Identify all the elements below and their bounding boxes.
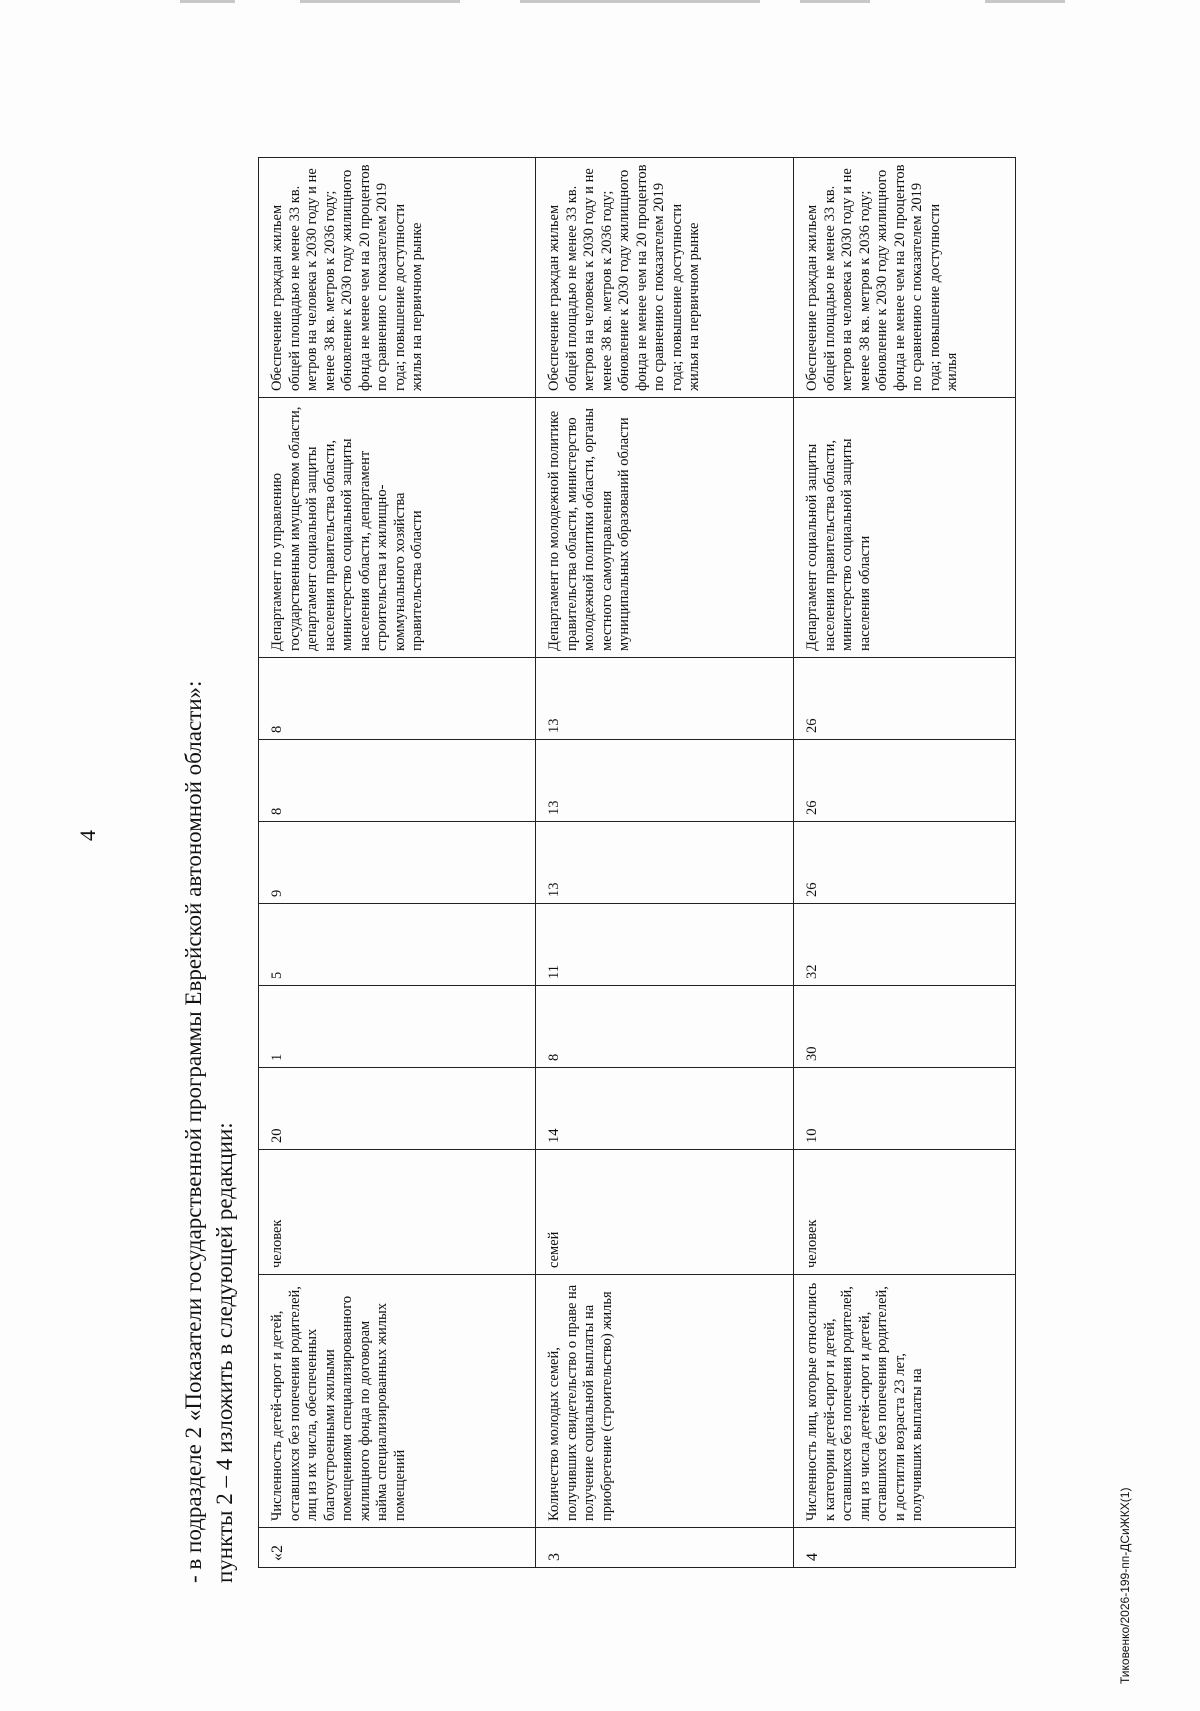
responsible-cell: Департамент социальной защиты населения правительства области, министерство социальной защиты населения области: [794, 398, 1016, 658]
result-cell: Обеспечение граждан жильем общей площадью не менее 33 кв. метров на человека к 2030 году и не менее 38 кв. метров к 2036 году; обновление к 2030 году жилищного фонда не менее чем на 20 процентов по сравнению с показателем 2019 года; повышение доступности жилья: [794, 158, 1016, 398]
result-cell: Обеспечение граждан жильем общей площадью не менее 33 кв. метров на человека к 2030 году и не менее 38 кв. метров к 2036 году; обновление к 2030 году жилищного фонда не менее чем на 20 процентов по сравнению с показателем 2019 года; повышение доступности жилья на первичном рынке: [259, 158, 536, 398]
value-cell: 30: [794, 986, 1016, 1068]
value-cell: 26: [794, 822, 1016, 904]
row-number: «2: [259, 1528, 536, 1568]
value-cell: 8: [259, 658, 536, 740]
unit-cell: человек: [794, 1150, 1016, 1275]
unit-cell: человек: [259, 1150, 536, 1275]
value-cell: 8: [259, 740, 536, 822]
indicator-name: Численность лиц, которые относились к категории детей-сирот и детей, оставшихся без попечения родителей, лиц из числа детей-сирот и детей, оставшихся без попечения родителей, и достигли возраста 23 лет, получивших выплаты на: [794, 1275, 1016, 1528]
value-cell: 13: [536, 740, 794, 822]
heading-line-1: - в подразделе 2 «Показатели государственной программы Еврейской автономной области»:: [181, 680, 206, 1583]
value-cell: 1: [259, 986, 536, 1068]
value-cell: 13: [536, 822, 794, 904]
value-cell: 26: [794, 658, 1016, 740]
value-cell: 32: [794, 904, 1016, 986]
value-cell: 20: [259, 1068, 536, 1150]
row-number: 3: [536, 1528, 794, 1568]
table-row: [536, 158, 794, 1568]
responsible-cell: Департамент по молодежной политике правительства области, министерство молодежной политики области, органы местного самоуправления муниципальных образований области: [536, 398, 794, 658]
page-number: 4: [75, 830, 100, 841]
value-cell: 8: [536, 986, 794, 1068]
value-cell: 11: [536, 904, 794, 986]
indicators-table: [258, 157, 1016, 1568]
table-row: [259, 158, 536, 1568]
value-cell: 13: [536, 658, 794, 740]
document-code: Тиковенко/2026-199-пп-ДСиЖКХ(1): [1118, 1487, 1132, 1684]
responsible-cell: Департамент по управлению государственным имуществом области, департамент социальной защиты населения правительства области, министерство социальной защиты населения области, департамент строительства и жилищно-коммунального хозяйства правительства области: [259, 398, 536, 658]
value-cell: 10: [794, 1068, 1016, 1150]
heading-line-2: пункты 2 – 4 изложить в следующей редакции:: [212, 1122, 237, 1583]
value-cell: 14: [536, 1068, 794, 1150]
result-cell: Обеспечение граждан жильем общей площадью не менее 33 кв. метров на человека к 2030 году и не менее 38 кв. метров к 2036 году; обновление к 2030 году жилищного фонда не менее чем на 20 процентов по сравнению с показателем 2019 года; повышение доступности жилья на первичном рынке: [536, 158, 794, 398]
value-cell: 5: [259, 904, 536, 986]
row-number: 4: [794, 1528, 1016, 1568]
unit-cell: семей: [536, 1150, 794, 1275]
value-cell: 9: [259, 822, 536, 904]
table-row: [794, 158, 1016, 1568]
section-heading: [178, 83, 240, 1583]
indicator-name: Количество молодых семей, получивших свидетельство о праве на получение социальной выплаты на приобретение (строительство) жилья: [536, 1275, 794, 1528]
indicator-name: Численность детей-сирот и детей, оставшихся без попечения родителей, лиц из их числа, обеспеченных благоустроенными жилыми помещениями специализированного жилищного фонда по договорам найма специализированных жилых помещений: [259, 1275, 536, 1528]
value-cell: 26: [794, 740, 1016, 822]
